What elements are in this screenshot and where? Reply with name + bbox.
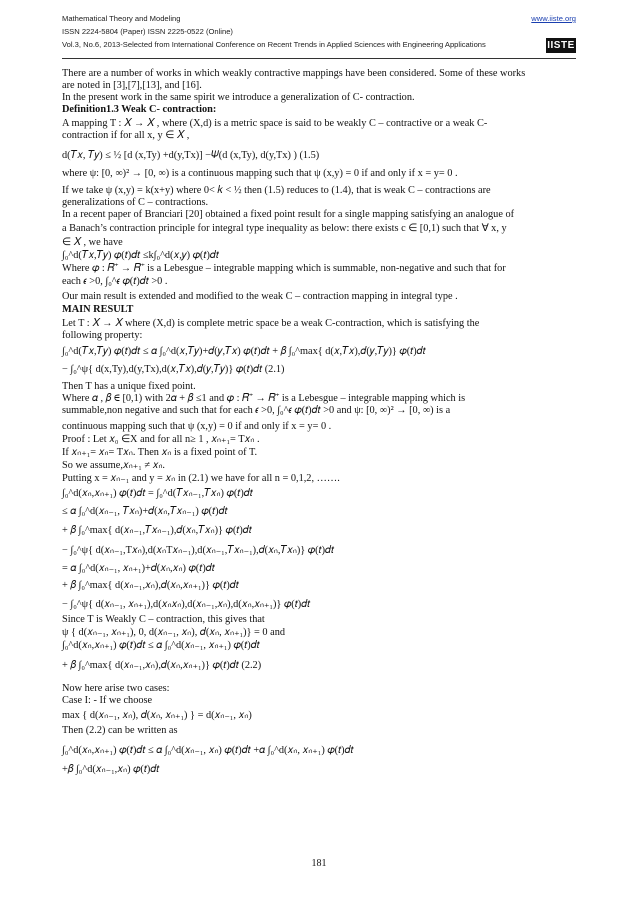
text-line: summable,non negative and such that for each 𝜖 >0, ∫₀^𝜖 𝜑(𝑡)𝑑𝑡 >0 and ψ: [0, ∞)² → [0, ∞) is a: [62, 405, 451, 416]
text-line: ψ { d(𝑥ₙ₋₁, 𝑥ₙ₊₁), 0, d(𝑥ₙ₋₁, 𝑥ₙ), 𝑑(𝑥ₙ, 𝑥ₙ₊₁)} = 0 and: [62, 627, 286, 638]
text-line: Our main result is extended and modified to the weak C – contraction mapping in integral type .: [62, 291, 458, 302]
text-line: ∈ 𝑋 , we have: [62, 237, 123, 248]
text-line: a Banach’s contraction principle for integral type inequality as below: there exists c ∈ [0,1) such that ∀ x, y: [62, 223, 507, 234]
text-line: In the present work in the same spirit we introduce a generalization of C- contraction.: [62, 92, 415, 103]
text-line: ∫₀^d(𝑥ₙ,𝑥ₙ₊₁) 𝜑(𝑡)𝑑𝑡 ≤ 𝛼 ∫₀^d(𝑥ₙ₋₁, 𝑥ₙ) 𝜑(𝑡)𝑑𝑡 +𝛼 ∫₀^d(𝑥ₙ, 𝑥ₙ₊₁) 𝜑(𝑡)𝑑𝑡: [62, 745, 354, 756]
text-line: MAIN RESULT: [62, 304, 134, 315]
text-line: Definition1.3 Weak C- contraction:: [62, 104, 217, 115]
text-line: contraction if for all x, y ∈ 𝑋 ,: [62, 130, 190, 141]
text-line: − ∫₀^ψ{ d(x,Ty),d(y,Tx),d(𝑥,𝑇𝑥),𝑑(𝑦,𝑇𝑦)} 𝜑(𝑡)𝑑𝑡 (2.1): [62, 364, 285, 375]
issn-line: ISSN 2224-5804 (Paper) ISSN 2225-0522 (Online): [62, 27, 233, 36]
text-line: There are a number of works in which weakly contractive mappings have been considered. Some of these works: [62, 68, 526, 79]
iiste-logo: IISTE: [547, 40, 575, 51]
page-number: 181: [311, 858, 327, 869]
text-line: Let T : 𝑋 → 𝑋 where (X,d) is complete metric space be a weak C-contraction, which is satisfying the: [62, 318, 480, 329]
text-line: = 𝛼 ∫₀^d(𝑥ₙ₋₁, 𝑥ₙ₊₁)+𝑑(𝑥ₙ,𝑥ₙ) 𝜑(𝑡)𝑑𝑡: [62, 563, 215, 574]
text-line: Proof : Let 𝑥₀ ∈X and for all n≥ 1 , 𝑥ₙ₊₁= T𝑥ₙ .: [62, 434, 260, 445]
text-line: generalizations of C – contractions.: [62, 197, 209, 208]
header-rule: [62, 58, 576, 59]
journal-name: Mathematical Theory and Modeling: [62, 14, 181, 23]
text-line: Since T is Weakly C – contraction, this gives that: [62, 614, 265, 625]
text-line: d(𝑇𝑥, 𝑇𝑦) ≤ ½ [d (x,Ty) +d(y,Tx)] −𝛹(d (x,Ty), d(y,Tx) ) (1.5): [62, 150, 320, 161]
text-line: Where 𝜑 : 𝑅⁺ → 𝑅⁺ is a Lebesgue – integrable mapping which is summable, non-negative and such that for: [62, 263, 506, 274]
text-line: max { d(𝑥ₙ₋₁, 𝑥ₙ), 𝑑(𝑥ₙ, 𝑥ₙ₊₁) } = d(𝑥ₙ₋₁, 𝑥ₙ): [62, 710, 252, 721]
text-line: each 𝜖 >0, ∫₀^𝜖 𝜑(𝑡)𝑑𝑡 >0 .: [62, 276, 168, 287]
text-line: ∫₀^d(𝑇𝑥,𝑇𝑦) 𝜑(𝑡)𝑑𝑡 ≤k∫₀^d(𝑥,𝑦) 𝜑(𝑡)𝑑𝑡: [62, 250, 219, 261]
text-line: ≤ 𝛼 ∫₀^d(𝑥ₙ₋₁, 𝑇𝑥ₙ)+𝑑(𝑥ₙ,𝑇𝑥ₙ₋₁) 𝜑(𝑡)𝑑𝑡: [62, 506, 228, 517]
text-line: − ∫₀^ψ{ d(𝑥ₙ₋₁, 𝑥ₙ₊₁),d(𝑥ₙ𝑥ₙ),d(𝑥ₙ₋₁,𝑥ₙ),d(𝑥ₙ,𝑥ₙ₊₁)} 𝜑(𝑡)𝑑𝑡: [62, 599, 311, 610]
journal-url[interactable]: www.iiste.org: [531, 14, 576, 23]
text-line: are noted in [3],[7],[13], and [16].: [62, 80, 202, 91]
text-line: + 𝛽 ∫₀^max{ d(𝑥ₙ₋₁,𝑥ₙ),𝑑(𝑥ₙ,𝑥ₙ₊₁)} 𝜑(𝑡)𝑑𝑡 (2.2): [62, 660, 262, 671]
text-line: − ∫₀^ψ{ d(𝑥ₙ₋₁,T𝑥ₙ),d(𝑥ₙT𝑥ₙ₋₁),d(𝑥ₙ₋₁,𝑇𝑥ₙ₋₁),𝑑(𝑥ₙ,𝑇𝑥ₙ)} 𝜑(𝑡)𝑑𝑡: [62, 545, 335, 556]
text-line: +𝛽 ∫₀^d(𝑥ₙ₋₁,𝑥ₙ) 𝜑(𝑡)𝑑𝑡: [62, 764, 160, 775]
text-line: following property:: [62, 330, 143, 341]
text-line: In a recent paper of Branciari [20] obtained a fixed point result for a single mapping satisfying an analogue of: [62, 209, 515, 220]
volume-line: Vol.3, No.6, 2013-Selected from International Conference on Recent Trends in Applied Sciences with Engineering Applications: [62, 40, 486, 49]
text-line: ∫₀^d(𝑇𝑥,𝑇𝑦) 𝜑(𝑡)𝑑𝑡 ≤ 𝛼 ∫₀^d(𝑥,𝑇𝑦)+𝑑(𝑦,𝑇𝑥) 𝜑(𝑡)𝑑𝑡 + 𝛽 ∫₀^max{ d(𝑥,𝑇𝑥),𝑑(𝑦,𝑇𝑦)} 𝜑(𝑡)𝑑𝑡: [62, 346, 426, 357]
text-line: Then (2.2) can be written as: [62, 725, 178, 736]
text-line: + 𝛽 ∫₀^max{ d(𝑥ₙ₋₁,𝑥ₙ),𝑑(𝑥ₙ,𝑥ₙ₊₁)} 𝜑(𝑡)𝑑𝑡: [62, 580, 239, 591]
text-line: Case I: - If we choose: [62, 695, 153, 706]
text-line: A mapping T : 𝑋 → 𝑋 , where (X,d) is a metric space is said to be weakly C – contractive or a weak C-: [62, 118, 488, 129]
text-line: Where 𝛼 , 𝛽 ∈ [0,1) with 2𝛼 + 𝛽 ≤1 and 𝜑 : 𝑅⁺ → 𝑅⁺ is a Lebesgue – integrable mapping which is: [62, 393, 466, 404]
text-line: ∫₀^d(𝑥ₙ,𝑥ₙ₊₁) 𝜑(𝑡)𝑑𝑡 = ∫₀^d(𝑇𝑥ₙ₋₁,𝑇𝑥ₙ) 𝜑(𝑡)𝑑𝑡: [62, 488, 253, 499]
text-line: Putting x = 𝑥ₙ₋₁ and y = 𝑥ₙ in (2.1) we have for all n = 0,1,2, …….: [62, 473, 340, 484]
text-line: If we take ψ (x,y) = k(x+y) where 0< 𝑘 < ½ then (1.5) reduces to (1.4), that is weak C – contractions are: [62, 185, 491, 196]
text-line: If 𝑥ₙ₊₁= 𝑥ₙ= T𝑥ₙ. Then 𝑥ₙ is a fixed point of T.: [62, 447, 258, 458]
text-line: continuous mapping such that ψ (x,y) = 0 if and only if x = y= 0 .: [62, 421, 332, 432]
text-line: where ψ: [0, ∞)² → [0, ∞) is a continuous mapping such that ψ (x,y) = 0 if and only if x = y= 0 .: [62, 168, 458, 179]
text-line: Now here arise two cases:: [62, 683, 170, 694]
text-line: Then T has a unique fixed point.: [62, 381, 196, 392]
text-line: So we assume,𝑥ₙ₊₁ ≠ 𝑥ₙ.: [62, 460, 165, 471]
text-line: ∫₀^d(𝑥ₙ,𝑥ₙ₊₁) 𝜑(𝑡)𝑑𝑡 ≤ 𝛼 ∫₀^d(𝑥ₙ₋₁, 𝑥ₙ₊₁) 𝜑(𝑡)𝑑𝑡: [62, 640, 260, 651]
text-line: + 𝛽 ∫₀^max{ d(𝑥ₙ₋₁,𝑇𝑥ₙ₋₁),𝑑(𝑥ₙ,𝑇𝑥ₙ)} 𝜑(𝑡)𝑑𝑡: [62, 525, 252, 536]
